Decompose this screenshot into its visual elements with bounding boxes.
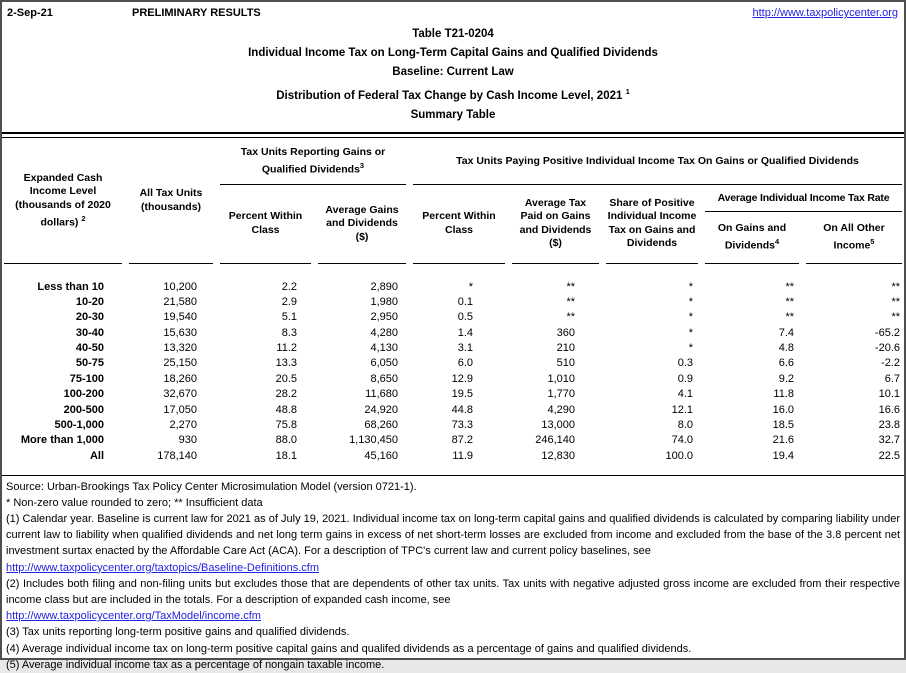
data-cell: 11,680 [365, 388, 398, 401]
data-cell: 12,830 [541, 449, 575, 462]
preliminary-results-label: PRELIMINARY RESULTS [132, 7, 261, 19]
row-label: Less than 10 [37, 280, 104, 293]
data-cell: 7.4 [778, 326, 794, 339]
data-cell: 10.1 [878, 388, 900, 401]
report-date: 2-Sep-21 [7, 7, 53, 19]
row-label: 40-50 [75, 342, 104, 355]
header-rule [413, 263, 505, 266]
group-header-reporting-gains: Tax Units Reporting Gains or Qualified Dividends$^3$ [220, 139, 406, 185]
header-rule [705, 263, 799, 266]
header-rule [4, 263, 122, 266]
col-header-all-tax-units: All Tax Units (thousands) [139, 187, 203, 213]
data-cell: 0.9 [677, 372, 693, 385]
data-cell: 2,890 [370, 280, 398, 293]
data-cell: 87.2 [451, 434, 473, 447]
data-cell: 3.1 [457, 342, 473, 355]
title-block [2, 25, 904, 125]
footnote-ref-5: 5 [870, 237, 875, 247]
footnote-link-line [6, 608, 900, 624]
data-cell: 8.0 [677, 419, 693, 432]
data-cell: 0.5 [457, 311, 473, 324]
data-cell: 510 [556, 357, 575, 370]
site-url-container [752, 7, 898, 19]
table-row [4, 279, 902, 294]
data-cell: 11.8 [773, 388, 794, 401]
footnote-link-line [6, 560, 900, 576]
data-cell: 11.9 [452, 449, 473, 462]
data-cell: 73.3 [451, 419, 473, 432]
row-label: 20-30 [75, 311, 104, 324]
data-cell: 6,050 [370, 357, 398, 370]
data-cell: 12.9 [451, 372, 473, 385]
data-cell: 2.2 [281, 280, 297, 293]
data-cell: 13,000 [541, 419, 575, 432]
data-cell: 18,260 [163, 372, 197, 385]
data-cell: ** [785, 280, 794, 293]
group-header-average-tax-rate [705, 185, 902, 263]
data-cell: 246,140 [535, 434, 575, 447]
footnote: * Non-zero value rounded to zero; ** Insufficient data [6, 496, 263, 509]
data-cell: 32,670 [163, 388, 197, 401]
row-label: More than 1,000 [20, 434, 104, 447]
data-cell: ** [891, 311, 900, 324]
data-cell: * [688, 326, 693, 339]
data-cell: 28.2 [275, 388, 297, 401]
data-cell: 48.8 [275, 403, 297, 416]
data-cell: 44.8 [451, 403, 473, 416]
data-cell: 24,920 [364, 403, 398, 416]
row-label: 50-75 [75, 357, 104, 370]
col-header-average-gains-dividends: Average Gains and Dividends ($) [325, 203, 399, 243]
header-rule [512, 263, 599, 266]
data-cell: 16.0 [772, 403, 794, 416]
footnote-ref-4: 4 [775, 237, 780, 247]
table-row [4, 310, 902, 325]
data-cell: 68,260 [364, 419, 398, 432]
footnote-ref-3: 3 [359, 161, 365, 171]
data-cell: 4,130 [370, 342, 398, 355]
footnote: (5) Average individual income tax as a percentage of nongain taxable income. [6, 658, 385, 671]
row-label: 10-20 [75, 295, 104, 308]
footnote: (4) Average individual income tax on long-term positive capital gains and qualifed dividends as a percentage of gains and qualified dividends. [6, 642, 692, 655]
footnote-link[interactable]: http://www.taxpolicycenter.org/taxtopics/Baseline-Definitions.cfm [6, 561, 320, 574]
data-cell: 21.6 [772, 434, 794, 447]
data-cell: 17,050 [163, 403, 197, 416]
average-tax-rate-subcolumns [705, 212, 902, 263]
footnotes [2, 476, 904, 673]
footnote: (1) Calendar year. Baseline is current law for 2021 as of July 19, 2021. Individual income tax on long-term capital gains and qualified dividends is calculated by comparing liability under current law to liability when qualified dividends and net long term gains in excess of net short-term losses are excluded from income and excluded from the base of the 3.8 percent net investment surtax enacted by the Affordable Care Act (ACA). For a description of TPC's current law and current policy baselines, see [6, 512, 900, 558]
header-rule [806, 263, 902, 266]
data-cell: 20.5 [275, 372, 297, 385]
data-cell: 1,980 [370, 295, 398, 308]
data-cell: ** [891, 295, 900, 308]
table-row [4, 387, 902, 402]
data-cell: 2,270 [169, 419, 197, 432]
data-cell: 18.1 [275, 449, 297, 462]
data-cell: 19,540 [163, 311, 197, 324]
row-label: 75-100 [69, 372, 104, 385]
table-row [4, 325, 902, 340]
data-cell: 19.5 [451, 388, 473, 401]
col-header-on-all-other-income: On All Other Income$^5$ [823, 221, 885, 252]
data-cell: -65.2 [874, 326, 900, 339]
data-cell: 13.3 [275, 357, 297, 370]
data-cell: ** [785, 311, 794, 324]
row-label: All [89, 449, 104, 462]
data-cell: 8,650 [370, 372, 398, 385]
table-row [4, 340, 902, 355]
footnote: (2) Includes both filing and non-filing units but excludes those that are dependents of other tax units. Tax units with negative adjusted gross income are excluded from their respective income class but are included in the totals. For a description of expanded cash income, see [6, 577, 900, 606]
data-cell: 1.4 [457, 326, 473, 339]
average-tax-rate-title: Average Individual Income Tax Rate [705, 185, 902, 212]
row-label: 30-40 [75, 326, 104, 339]
data-cell: 8.3 [281, 326, 297, 339]
data-cell: 1,010 [547, 372, 575, 385]
data-cell: 88.0 [275, 434, 297, 447]
double-rule [2, 132, 904, 138]
data-cell: 4,280 [370, 326, 398, 339]
data-cell: 18.5 [772, 419, 794, 432]
footnote-ref-2: 2 [81, 214, 86, 224]
data-cell: -20.6 [874, 342, 900, 355]
data-cell: 2,950 [370, 311, 398, 324]
data-cell: 21,580 [163, 295, 197, 308]
col-header-percent-within-class-reporting: Percent Within Class [228, 210, 303, 236]
header-rule [220, 263, 311, 266]
table-title: Individual Income Tax on Long-Term Capital Gains and Qualified Dividends [248, 47, 658, 59]
table-header [4, 139, 902, 266]
col-header-percent-within-class-paying: Percent Within Class [422, 210, 496, 236]
table-row [4, 433, 902, 448]
table-row [4, 402, 902, 417]
data-cell: 75.8 [275, 419, 297, 432]
data-cell: 11.2 [276, 342, 297, 355]
data-cell: -2.2 [881, 357, 900, 370]
summary-table-label: Summary Table [410, 108, 496, 121]
data-cell: 45,160 [364, 449, 398, 462]
table-body [4, 279, 902, 464]
summary-table [2, 139, 904, 464]
data-cell: 0.3 [677, 357, 693, 370]
group-header-paying-tax: Tax Units Paying Positive Individual Income Tax On Gains or Qualified Dividends [413, 139, 902, 185]
table-row [4, 356, 902, 371]
data-cell: 6.0 [457, 357, 473, 370]
data-cell: ** [566, 311, 575, 324]
header-rule [318, 263, 406, 266]
data-cell: 13,320 [163, 342, 197, 355]
data-cell: 4,290 [547, 403, 575, 416]
footnote-link[interactable]: http://www.taxpolicycenter.org/TaxModel/income.cfm [6, 610, 261, 623]
row-label: 500-1,000 [54, 419, 104, 432]
footnote: Source: Urban-Brookings Tax Policy Center Microsimulation Model (version 0721-1). [6, 480, 417, 493]
data-cell: 10,200 [163, 280, 197, 293]
data-cell: ** [785, 295, 794, 308]
table-row [4, 294, 902, 309]
data-cell: 32.7 [878, 434, 900, 447]
data-cell: 2.9 [281, 295, 297, 308]
data-cell: 74.0 [671, 434, 693, 447]
table-row [4, 448, 902, 463]
data-cell: 6.7 [884, 372, 900, 385]
distribution-subtitle: Distribution of Federal Tax Change by Cash Income Level, 2021 $^1$ [276, 87, 630, 102]
col-header-average-tax-paid: Average Tax Paid on Gains and Dividends ($) [519, 196, 592, 250]
top-bar [2, 2, 904, 19]
data-cell: * [688, 311, 693, 324]
taxpolicycenter-link[interactable]: http://www.taxpolicycenter.org [752, 7, 898, 19]
data-cell: * [688, 342, 693, 355]
table-row [4, 417, 902, 432]
header-rule [606, 263, 698, 266]
footnote-ref-1: 1 [625, 87, 630, 96]
data-cell: 0.1 [457, 295, 473, 308]
header-rule [129, 263, 213, 266]
data-cell: * [688, 280, 693, 293]
col-header-share-positive-tax: Share of Positive Individual Income Tax on Gains and Dividends [607, 196, 697, 250]
data-cell: 19.4 [772, 449, 794, 462]
data-cell: 210 [556, 342, 575, 355]
row-label: 200-500 [63, 403, 104, 416]
data-cell: * [688, 295, 693, 308]
baseline-subtitle: Baseline: Current Law [392, 66, 514, 78]
data-cell: ** [566, 280, 575, 293]
data-cell: 25,150 [163, 357, 197, 370]
col-header-on-gains-dividends: On Gains and Dividends$^4$ [717, 221, 787, 252]
data-cell: ** [566, 295, 575, 308]
data-cell: * [468, 280, 473, 293]
col-header-expanded-cash-income: Expanded Cash Income Level (thousands of 2020 dollars) $^2$ [15, 171, 111, 229]
data-cell: 930 [178, 434, 197, 447]
data-cell: 4.1 [677, 388, 693, 401]
table-number: Table T21-0204 [412, 28, 494, 40]
data-cell: 1,770 [547, 388, 575, 401]
table-row [4, 371, 902, 386]
data-cell: 16.6 [878, 403, 900, 416]
row-label: 100-200 [63, 388, 104, 401]
data-cell: 9.2 [778, 372, 794, 385]
data-cell: 6.6 [778, 357, 794, 370]
data-cell: 360 [556, 326, 575, 339]
data-cell: 4.8 [778, 342, 794, 355]
data-cell: 23.8 [878, 419, 900, 432]
data-cell: 100.0 [665, 449, 693, 462]
data-cell: 22.5 [878, 449, 900, 462]
data-cell: 1,130,450 [349, 434, 398, 447]
data-cell: 12.1 [671, 403, 693, 416]
data-cell: 178,140 [157, 449, 197, 462]
data-cell: 15,630 [163, 326, 197, 339]
data-cell: ** [891, 280, 900, 293]
footnote: (3) Tax units reporting long-term positive gains and qualified dividends. [6, 626, 350, 639]
data-cell: 5.1 [281, 311, 297, 324]
